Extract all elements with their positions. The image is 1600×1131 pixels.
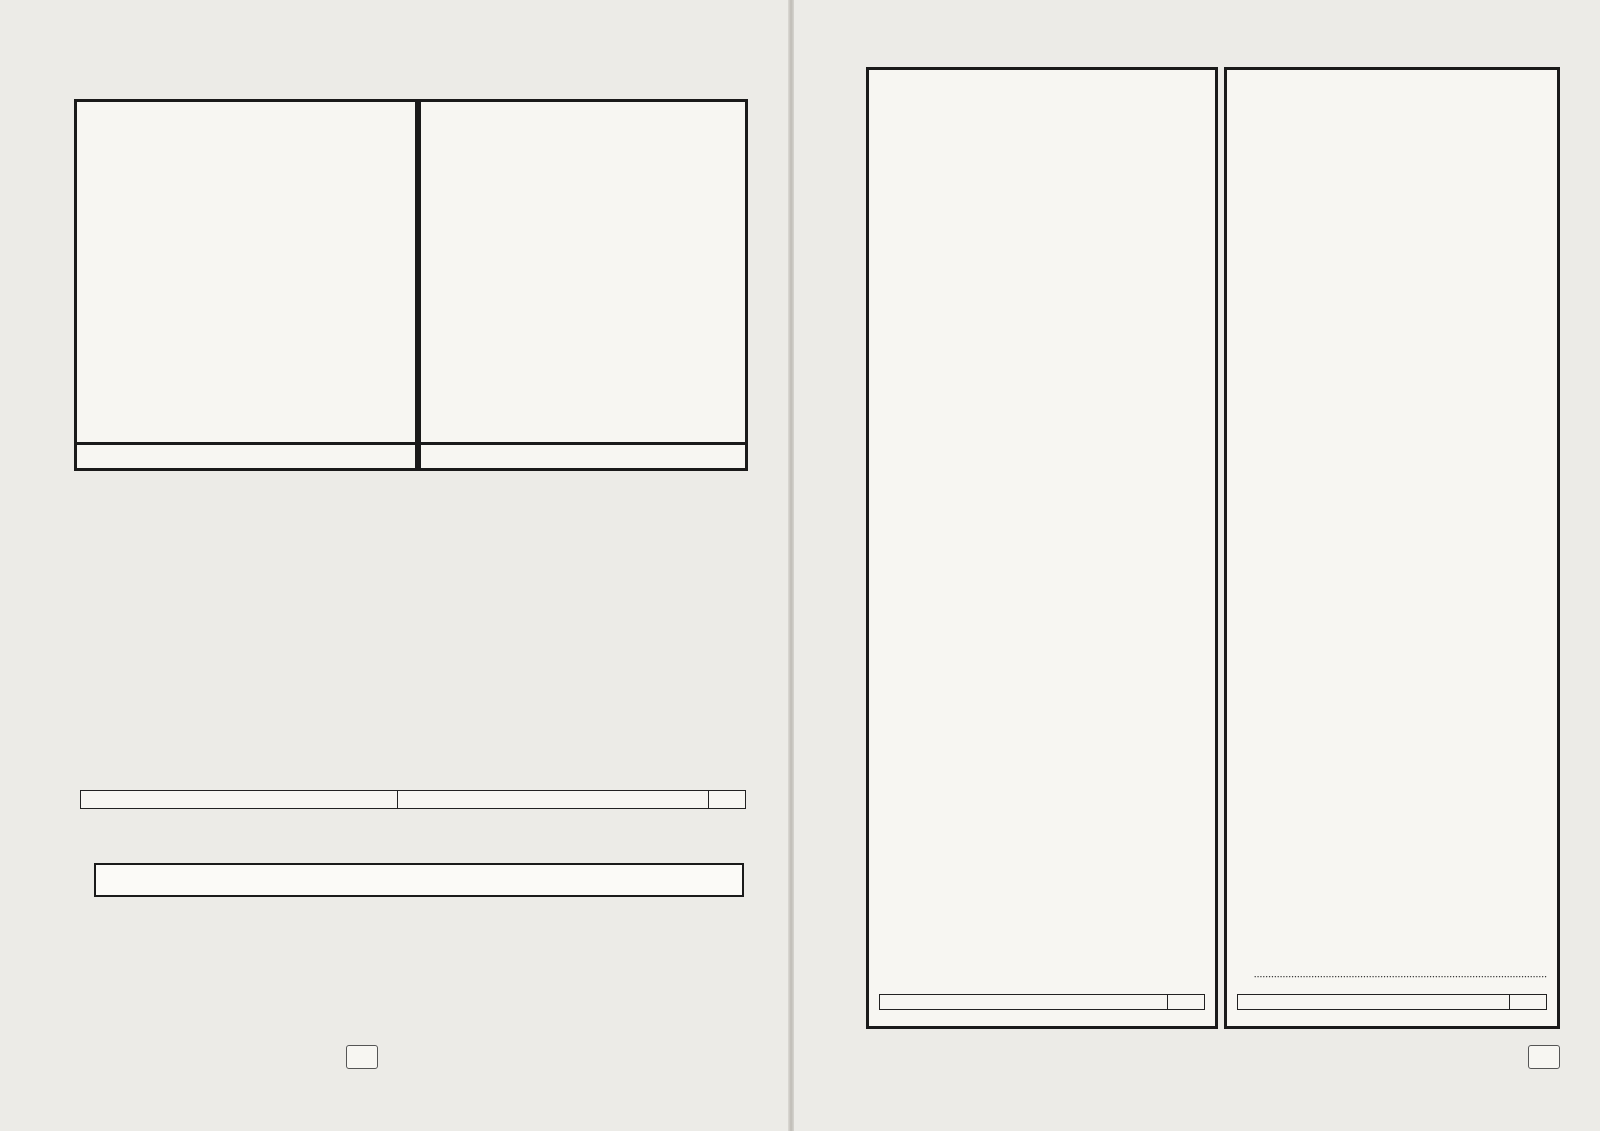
col-fullname (398, 791, 709, 809)
section-title-fr (418, 445, 748, 471)
scrutineer-table-fr (879, 994, 1205, 1010)
col-no (1168, 995, 1205, 1010)
absent-table (80, 790, 746, 809)
page-number (1528, 1045, 1560, 1069)
col-name (1238, 995, 1510, 1010)
page-3 (28, 0, 788, 1131)
page-number (346, 1045, 378, 1069)
section-title-en (74, 445, 418, 471)
material-en-column (74, 99, 418, 445)
watermark (1560, 36, 1594, 326)
voters-value-line: ...................................................................................................... (1253, 973, 1547, 985)
secretary-name-box (94, 863, 744, 897)
french-column (866, 67, 1218, 1029)
col-name (880, 995, 1168, 1010)
material-fr-column (418, 99, 748, 445)
col-no (1510, 995, 1547, 1010)
col-number (709, 791, 746, 809)
english-column (1224, 67, 1560, 1029)
col-representative (81, 791, 398, 809)
page-4 (794, 0, 1600, 1131)
scrutineer-table-en (1237, 994, 1547, 1010)
page-fold (788, 0, 794, 1131)
